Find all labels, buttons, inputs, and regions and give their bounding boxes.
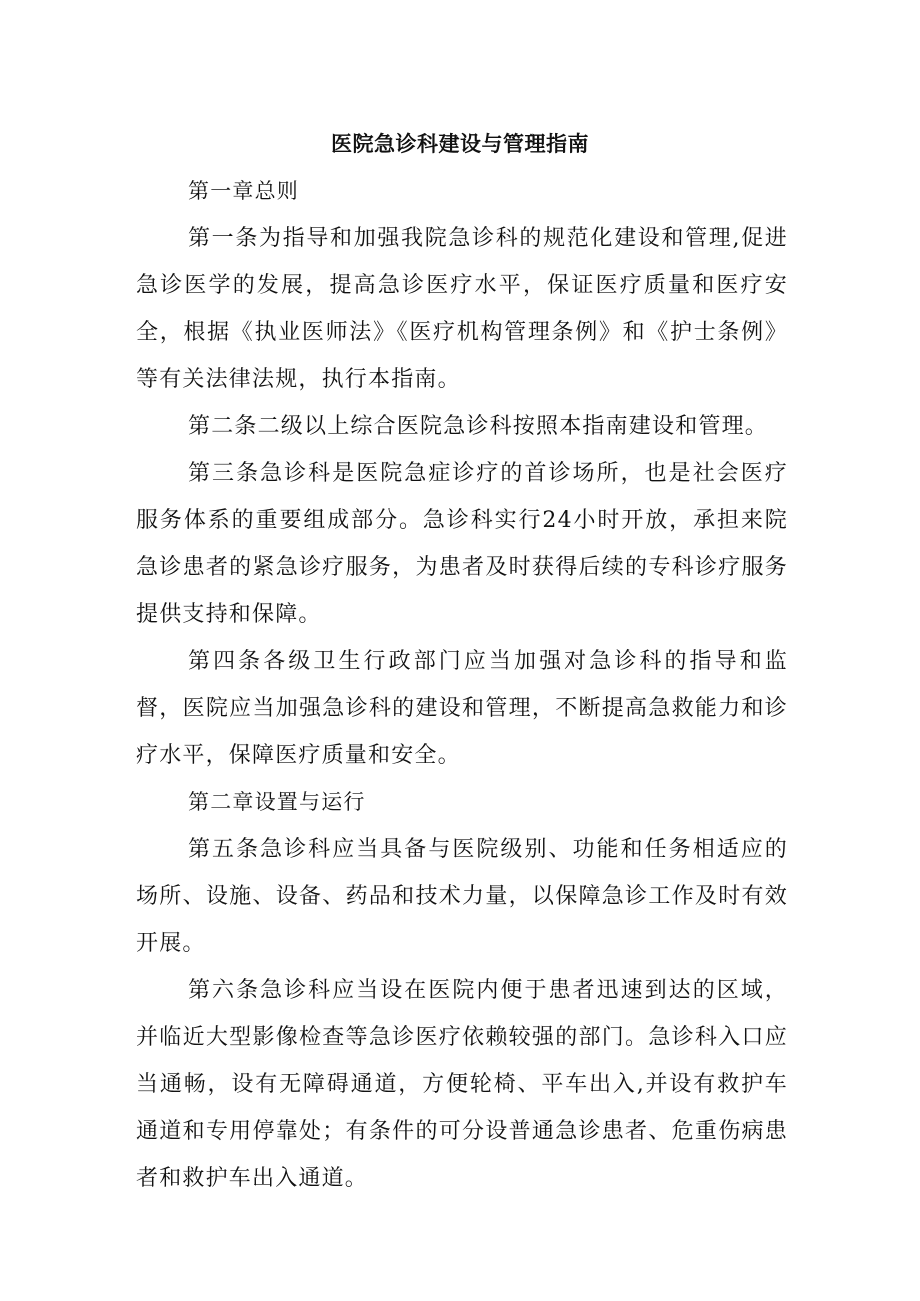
document-title: 医院急诊科建设与管理指南 — [331, 131, 589, 156]
chapter-heading-1: 第一章总则 — [188, 179, 299, 203]
article-2: 第二条二级以上综合医院急诊科按照本指南建设和管理。 — [188, 414, 769, 439]
article-4: 第四条各级卫生行政部门应当加强对急诊科的指导和监督，医院应当加强急诊科的建设和管理，不断提高急救能力和诊疗水平，保障医疗质量和安全。 — [136, 649, 788, 768]
document-body — [136, 168, 788, 1202]
article-3: 第三条急诊科是医院急症诊疗的首诊场所，也是社会医疗服务体系的重要组成部分。急诊科实行24小时开放，承担来院急诊患者的紧急诊疗服务，为患者及时获得后续的专科诊疗服务提供支持和保障。 — [136, 461, 788, 627]
chapter-heading-2: 第二章设置与运行 — [188, 790, 366, 814]
article-1: 第一条为指导和加强我院急诊科的规范化建设和管理,促进急诊医学的发展，提高急诊医疗水平，保证医疗质量和医疗安全，根据《执业医师法》《医疗机构管理条例》和《护士条例》等有关法律法规，执行本指南。 — [136, 226, 788, 392]
article-6: 第六条急诊科应当设在医院内便于患者迅速到达的区域，并临近大型影像检查等急诊医疗依赖较强的部门。急诊科入口应当通畅，设有无障碍通道，方便轮椅、平车出入,并设有救护车通道和专用停靠处；有条件的可分设普通急诊患者、危重伤病患者和救护车出入通道。 — [136, 978, 788, 1191]
article-5: 第五条急诊科应当具备与医院级别、功能和任务相适应的场所、设施、设备、药品和技术力量，以保障急诊工作及时有效开展。 — [136, 837, 788, 956]
